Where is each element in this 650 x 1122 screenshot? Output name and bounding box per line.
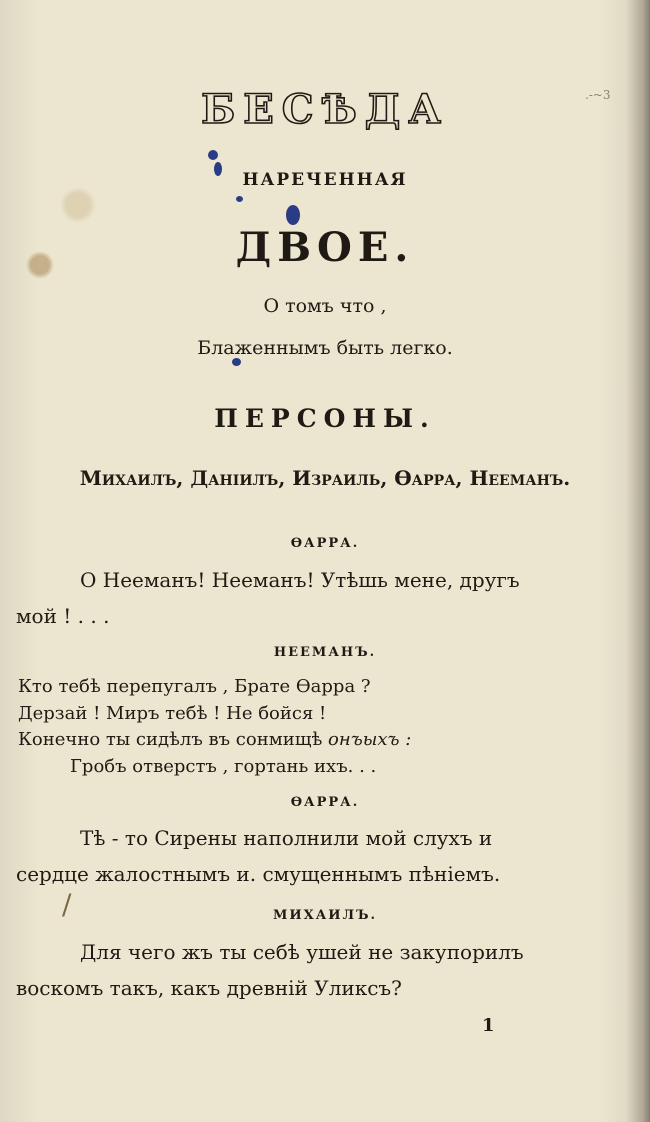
dialogue-line: сердце жалостнымъ и. смущеннымъ пѣніемъ. (16, 862, 501, 886)
subtitle: НАРЕЧЕННАЯ (242, 170, 408, 190)
speaker-label: ѲАРРА. (290, 536, 360, 551)
topic-line-1: О томъ что , (263, 295, 387, 317)
dialogue-line: О Нееманъ! Нееманъ! Утѣшь мене, другъ (80, 568, 520, 592)
page-title: БЕСѢДА (201, 86, 449, 133)
dialogue-line: мой ! . . . (16, 604, 110, 628)
ink-stain (232, 358, 241, 366)
speaker-label: НЕЕМАНЪ. (273, 645, 377, 660)
pencil-mark: / (62, 888, 72, 921)
verse-line: Дерзай ! Миръ тебѣ ! Не бойся ! (18, 703, 327, 724)
ink-stain (236, 196, 243, 202)
page-number: 1 (482, 1015, 495, 1036)
verse-line: Кто тебѣ перепугалъ , Брате Ѳарра ? (18, 676, 371, 697)
verse-line: Гробъ отверстъ , гортань ихъ. . . (70, 756, 377, 777)
topic-line-2: Блаженнымъ быть легко. (197, 337, 453, 359)
verse-segment-italic: онъыхъ : (328, 729, 412, 750)
speaker-label: МИХАИЛЪ. (272, 908, 378, 923)
pencil-mark: .-~3 (585, 88, 611, 102)
verse-segment: Конечно ты сидѣлъ въ сонмищѣ (18, 729, 323, 750)
dialogue-line: воскомъ такъ, какъ древній Уликсъ? (16, 976, 402, 1000)
personae-names: Михаилъ, Даніилъ, Израиль, Ѳарра, Нееманъ. (79, 466, 571, 490)
work-name: ДВОЕ. (235, 224, 415, 271)
ink-stain (286, 205, 300, 225)
ink-stain (208, 150, 218, 160)
personae-heading: ПЕРСОНЫ. (214, 404, 436, 433)
page-gutter-shadow (626, 0, 650, 1122)
dialogue-line: Тѣ - то Сирены наполнили мой слухъ и (80, 826, 493, 850)
dialogue-line: Для чего жъ ты себѣ ушей не закупорилъ (80, 940, 524, 964)
speaker-label: ѲАРРА. (290, 795, 360, 810)
verse-line (18, 729, 411, 750)
